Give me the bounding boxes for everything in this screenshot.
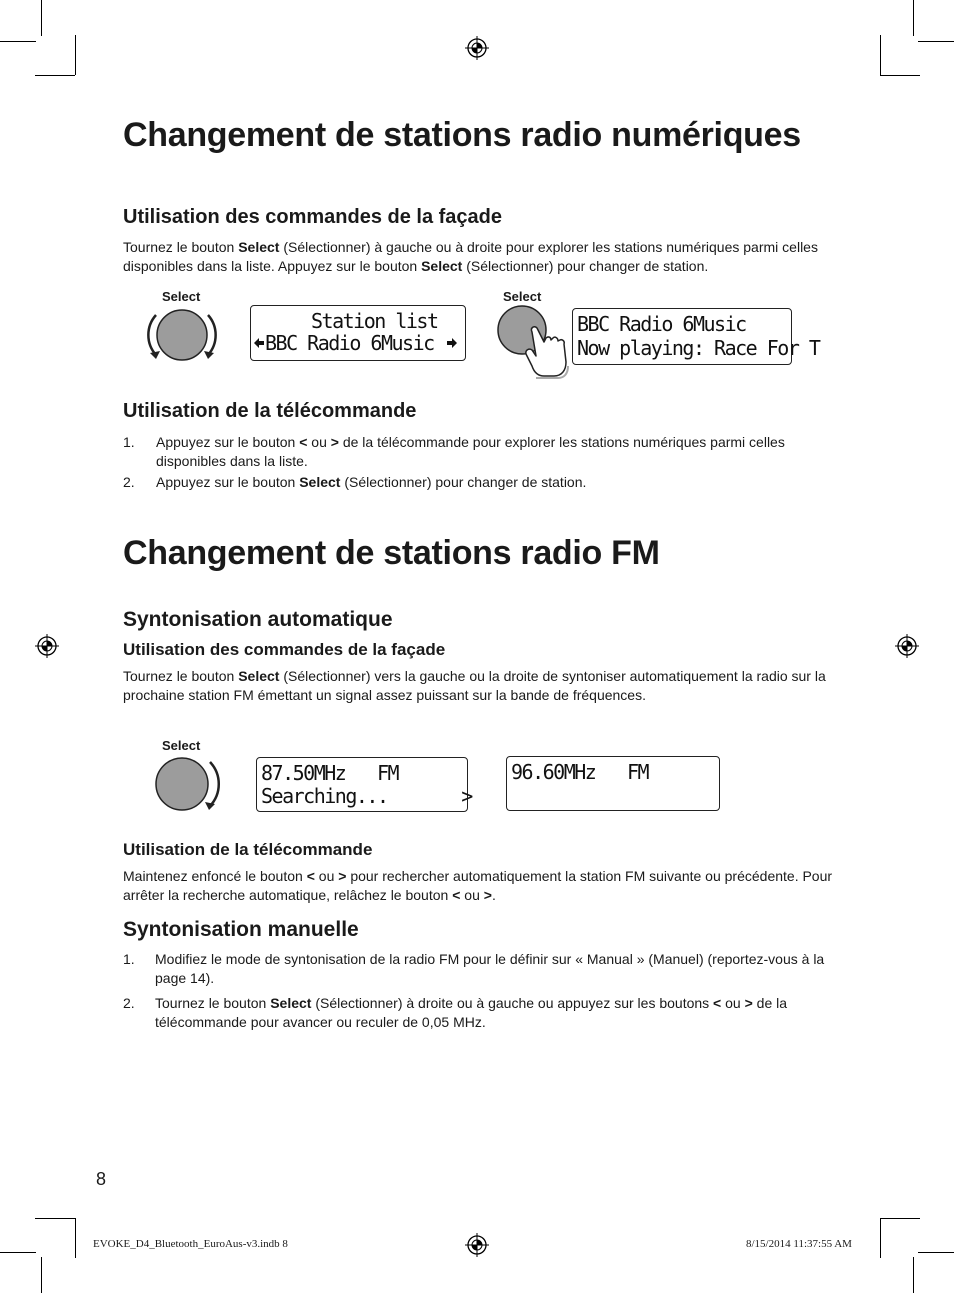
section-heading-auto-tuning: Syntonisation automatique (123, 608, 393, 631)
lcd-line-1: Station list (311, 309, 438, 333)
lcd-line-2: Searching... > (261, 784, 472, 808)
footer-timestamp: 8/15/2014 11:37:55 AM (746, 1238, 852, 1250)
select-knob-label: Select (162, 289, 201, 304)
arrow-right-icon (446, 337, 458, 349)
section-heading-front-controls: Utilisation des commandes de la façade (123, 206, 503, 228)
section-heading-remote: Utilisation de la télécommande (123, 400, 417, 422)
page-number: 8 (96, 1169, 107, 1189)
lcd-display-now-playing (572, 308, 820, 365)
registration-mark-icon (465, 36, 489, 60)
lcd-line-1: 87.50MHz FM (261, 761, 399, 785)
lcd-line-1: BBC Radio 6Music (577, 312, 746, 336)
section-title-fm: Changement de stations radio FM (123, 534, 660, 572)
lcd-display-fm-station (506, 756, 720, 811)
select-knob-label: Select (162, 738, 201, 753)
registration-mark-icon (35, 634, 59, 658)
lcd-line-2: Now playing: Race For T (577, 336, 820, 360)
press-knob-icon (492, 302, 572, 382)
footer-filename: EVOKE_D4_Bluetooth_EuroAus-v3.indb 8 (93, 1238, 288, 1250)
paragraph-remote-auto: Maintenez enfoncé le bouton < ou > pour rechercher automatiquement la station FM suivante ou précédente. Pour arrêter la recherche automatique, relâchez le bouton < ou >. (123, 868, 833, 903)
lcd-display-station-list (250, 305, 466, 361)
paragraph-auto-tuning: Tournez le bouton Select (Sélectionner) vers la gauche ou la droite de syntoniser automatiquement la radio sur la prochaine station FM émettant un signal assez puissant sur la bande de fréquences. (123, 668, 826, 703)
subheading-front-controls: Utilisation des commandes de la façade (123, 640, 446, 659)
subheading-remote: Utilisation de la télécommande (123, 840, 373, 859)
section-heading-manual-tuning: Syntonisation manuelle (123, 918, 359, 941)
rotate-knob-icon (142, 752, 224, 816)
lcd-line-1: 96.60MHz FM (511, 760, 649, 784)
lcd-display-fm-searching (256, 757, 472, 812)
registration-mark-icon (465, 1233, 489, 1257)
registration-mark-icon (895, 634, 919, 658)
lcd-line-2: BBC Radio 6Music (265, 331, 434, 355)
page-title: Changement de stations radio numériques (123, 116, 801, 154)
rotate-knob-icon (142, 303, 222, 367)
paragraph-front-controls: Tournez le bouton Select (Sélectionner) à gauche ou à droite pour explorer les stations numériques parmi celles disponibles dans la liste. Appuyez sur le bouton Select (Sélectionner) pour changer de station. (123, 239, 818, 274)
select-knob-label: Select (503, 289, 542, 304)
arrow-left-icon (253, 337, 265, 349)
